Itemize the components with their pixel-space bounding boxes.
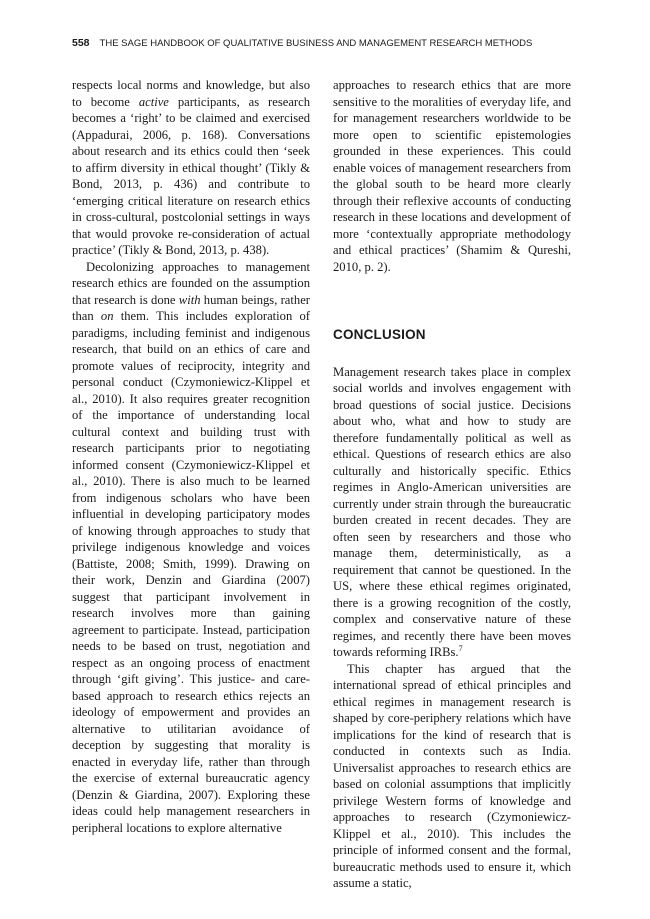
running-title: THE SAGE HANDBOOK OF QUALITATIVE BUSINESS AND MANAGEMENT RESEARCH METHODS xyxy=(99,38,533,49)
paragraph xyxy=(72,259,310,837)
text-run: participants, as research becomes a ‘right’ to be claimed and exercised (Appadurai, 2006, p. 168). Conversations about research and its ethics could then ‘seek to affirm diversity in ethical thought’ (Tikly & Bond, 2013, p. 436) and contribute to ‘emerging critical literature on research ethics in cross-cultural, postcolonial settings in ways that would provoke re-consideration of actual practice’ (Tikly & Bond, 2013, p. 438). xyxy=(72,94,310,257)
emphasis: with xyxy=(178,292,201,307)
emphasis: active xyxy=(138,94,169,109)
right-column xyxy=(333,77,571,892)
text-run: them. This includes exploration of paradigms, including feminist and indigenous research, that build on an ethics of care and promote values of reciprocity, integrity and personal conduct (Czymoniewicz-Klippel et al., 2010). It also requires greater recognition of the importance of understanding local cultural context and building trust with research participants prior to negotiating informed consent (Czymoniewicz-Klippel et al., 2010). There is also much to be learned from indigenous scholars who have been influential in developing participatory modes of knowing through approaches to study that privilege indigenous knowledge and voices (Battiste, 2008; Smith, 1999). Drawing on their work, Denzin and Giardina (2007) suggest that participant involvement in research involves more than gaining agreement to participate. Instead, participation needs to be based on trust, negotiation and respect as an ongoing process of enactment through ‘gift giving’. This justice- and care-based approach to research ethics rejects an ideology of empowerment and provides an alternative to utilitarian avoidance of deception by suggesting that morality is enacted in everyday life, rather than through the exercise of external bureaucratic agency (Denzin & Giardina, 2007). Exploring these ideas could help management researchers in peripheral locations to explore alternative xyxy=(72,309,310,835)
left-column xyxy=(72,77,310,836)
section-heading: CONCLUSION xyxy=(333,327,426,342)
running-head xyxy=(72,37,592,49)
page-number: 558 xyxy=(72,37,90,49)
footnote-marker[interactable]: 7 xyxy=(458,643,463,653)
paragraph: This chapter has argued that the international spread of ethical principles and ethical regimes in management research is shaped by core-periphery relations which have implications for the kind of research that is conducted in contexts such as India. Universalist approaches to research ethics are based on colonial assumptions that implicitly privilege Western forms of knowledge and approaches to research (Czymoniewicz-Klippel et al., 2010). This includes the principle of informed consent and the formal, bureaucratic methods used to ensure it, which assume a static, xyxy=(333,661,571,890)
paragraph xyxy=(72,77,310,259)
text-run: human beings, rather than xyxy=(72,292,310,323)
paragraph xyxy=(333,364,571,661)
paragraph: approaches to research ethics that are more sensitive to the moralities of everyday life, and for management researchers worldwide to be more open to scientific epistemologies grounded in these experiences. This could enable voices of management researchers from the global south to be heard more clearly through their reflexive accounts of conducting research in these locations and development of more ‘contextually appropriate methodology and ethical practices’ (Shamim & Qureshi, 2010, p. 2). xyxy=(333,78,571,274)
text-run: Management research takes place in complex social worlds and involves engagement with broad questions of social justice. Decisions about who, what and how to study are therefore fundamentally political as well as ethical. Questions of research ethics are also culturally and historically specific. Ethics regimes in Anglo-American universities are currently under strain through the bureaucratic burden created in recent decades. They are often seen by researchers and those who manage them, deterministically, as a requirement that cannot be questioned. In the US, where these ethical regimes originated, there is a growing recognition of the costly, complex and conservative nature of these regimes, and recently there have been moves towards reforming IRBs. xyxy=(333,364,571,659)
emphasis: on xyxy=(100,309,114,323)
text-run: respects local norms and knowledge, but also to become xyxy=(72,78,310,109)
text-run: Decolonizing approaches to management research ethics are founded on the assumption that research is done xyxy=(72,259,310,307)
